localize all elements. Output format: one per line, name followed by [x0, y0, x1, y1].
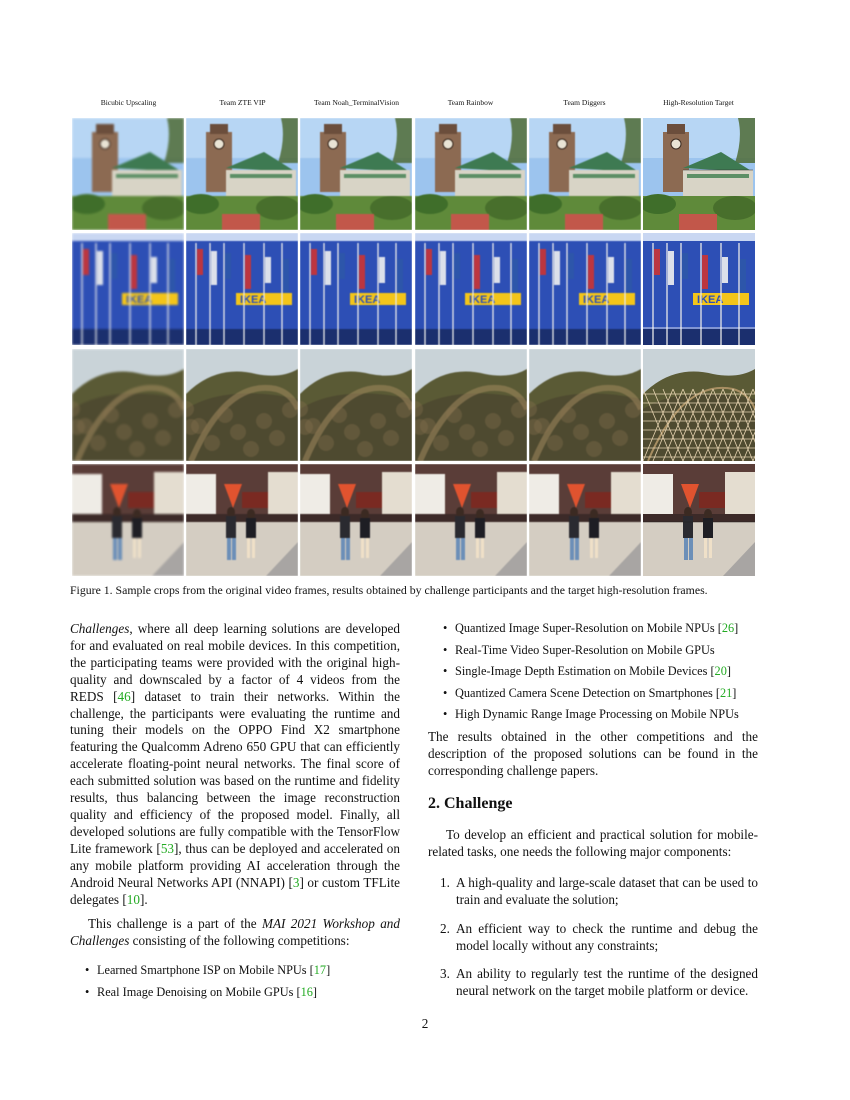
figure-thumbnail-street-people-scene-col6: [643, 464, 755, 576]
citation-link[interactable]: 17: [313, 963, 327, 978]
column-header-bicubic: Bicubic Upscaling: [100, 98, 157, 107]
citation-link[interactable]: 16: [300, 984, 313, 999]
figure-thumbnail-roller-coaster-scene-col5: [529, 349, 641, 461]
figure-thumbnail-roller-coaster-scene-col4: [415, 349, 527, 461]
figure-thumbnail-ikea-building-scene-col4: [415, 233, 527, 345]
column-header-hr-target: High-Resolution Target: [663, 98, 734, 107]
column-header-diggers: Team Diggers: [563, 98, 606, 107]
right-column: [428, 621, 758, 1011]
column-header-zte-vip: Team ZTE VIP: [219, 98, 266, 107]
citation-link[interactable]: 3: [292, 874, 300, 890]
figure-image-grid: [72, 118, 755, 576]
competition-list-left: [70, 963, 400, 999]
list-item: • High Dynamic Range Image Processing on Mobile NPUs: [428, 707, 758, 721]
list-item: 3. An ability to regularly test the runtime of the designed neural network on the target mobile platform or device.: [440, 966, 758, 998]
citation-link[interactable]: 10: [126, 891, 140, 907]
svg-text:IKEA: IKEA: [354, 294, 381, 307]
list-item: • Learned Smartphone ISP on Mobile NPUs [17]: [70, 963, 400, 977]
figure-thumbnail-clock-tower-scene-col3: [300, 118, 412, 230]
figure-thumbnail-roller-coaster-scene-col3: [300, 349, 412, 461]
citation-link[interactable]: 46: [117, 688, 131, 704]
page-number: 2: [421, 1016, 429, 1031]
figure-thumbnail-ikea-building-scene-col2: [186, 233, 298, 345]
figure-thumbnail-street-people-scene-col5: [529, 464, 641, 576]
list-item: • Real Image Denoising on Mobile GPUs [16]: [70, 985, 400, 999]
figure-thumbnail-roller-coaster-scene-col6: [643, 349, 755, 461]
figure-thumbnail-ikea-building-scene-col1: [72, 233, 184, 345]
svg-text:IKEA: IKEA: [126, 294, 153, 307]
figure-thumbnail-clock-tower-scene-col2: [186, 118, 298, 230]
figure-thumbnail-clock-tower-scene-col1: [72, 118, 184, 230]
svg-text:IKEA: IKEA: [582, 294, 610, 307]
figure-thumbnail-roller-coaster-scene-col2: [186, 349, 298, 461]
figure-thumbnail-roller-coaster-scene-col1: [72, 349, 184, 461]
citation-link[interactable]: 26: [721, 621, 735, 635]
list-item: • Real-Time Video Super-Resolution on Mobile GPUs: [428, 643, 758, 657]
svg-text:IKEA: IKEA: [240, 294, 267, 307]
figure-thumbnail-street-people-scene-col2: [186, 464, 298, 576]
list-item: • Quantized Image Super-Resolution on Mobile NPUs [26]: [428, 621, 758, 635]
citation-link[interactable]: 20: [714, 664, 727, 679]
figure-thumbnail-street-people-scene-col1: [72, 464, 184, 576]
list-item: • Quantized Camera Scene Detection on Smartphones [21]: [428, 686, 758, 700]
svg-text:IKEA: IKEA: [696, 294, 724, 307]
figure-thumbnail-street-people-scene-col4: [415, 464, 527, 576]
figure-caption: Figure 1. Sample crops from the original video frames, results obtained by challenge participants and the target high-resolution frames.: [70, 583, 708, 597]
list-item: 1. A high-quality and large-scale dataset that can be used to train and evaluate the solution;: [440, 875, 758, 908]
citation-link[interactable]: 53: [160, 840, 175, 856]
citation-link[interactable]: 21: [719, 685, 733, 700]
left-column: [70, 621, 400, 1006]
figure-thumbnail-ikea-building-scene-col5: [529, 233, 641, 345]
intro-paragraph: Challenges, where all deep learning solutions are developed for and evaluated on real mobile devices. In this competition, the participating teams were provided with the original high-quality and downscaled by a factor of 4 videos from the REDS [46] dataset to train their networks. Within the challenge, the participants were evaluating the runtime and tuning their models on the OPPO Find X2 smartphone featuring the Qualcomm Adreno 650 GPU that can efficiently accelerate floating-point neural networks. The final score of each submitted solution was based on the runtime and fidelity results, thus balancing between the image reconstruction quality and efficiency of the proposed model. Finally, all developed solutions are fully compatible with the TensorFlow Lite framework [53], thus can be deployed and accelerated on any mobile platform providing AI acceleration through the Android Neural Networks API (NNAPI) [3] or custom TFLite delegates [10].: [70, 621, 400, 907]
figure-thumbnail-ikea-building-scene-col3: [300, 233, 412, 345]
list-item: • Single-Image Depth Estimation on Mobile Devices [20]: [428, 664, 758, 678]
svg-text:IKEA: IKEA: [468, 294, 495, 307]
figure-thumbnail-clock-tower-scene-col4: [415, 118, 527, 230]
challenge-intro-paragraph: To develop an efficient and practical solution for mobile-related tasks, one needs the following major components:: [428, 826, 758, 859]
figure-thumbnail-street-people-scene-col3: [300, 464, 412, 576]
competition-list-right: [428, 621, 758, 721]
section-title: 2. Challenge: [428, 794, 513, 812]
list-item: 2. An efficient way to check the runtime and debug the model locally without any constraints;: [440, 920, 758, 953]
column-header-rainbow: Team Rainbow: [447, 98, 494, 107]
figure-thumbnail-clock-tower-scene-col6: [643, 118, 755, 230]
figure-thumbnail-ikea-building-scene-col6: [643, 233, 755, 345]
figure-thumbnail-clock-tower-scene-col5: [529, 118, 641, 230]
workshop-paragraph: This challenge is a part of the MAI 2021 Workshop and Challenges consisting of the following competitions:: [70, 916, 400, 949]
column-header-noah: Team Noah_TerminalVision: [314, 98, 399, 107]
components-list: [428, 875, 758, 999]
results-paragraph: The results obtained in the other competitions and the description of the proposed solutions can be found in the corresponding challenge papers.: [428, 728, 758, 778]
